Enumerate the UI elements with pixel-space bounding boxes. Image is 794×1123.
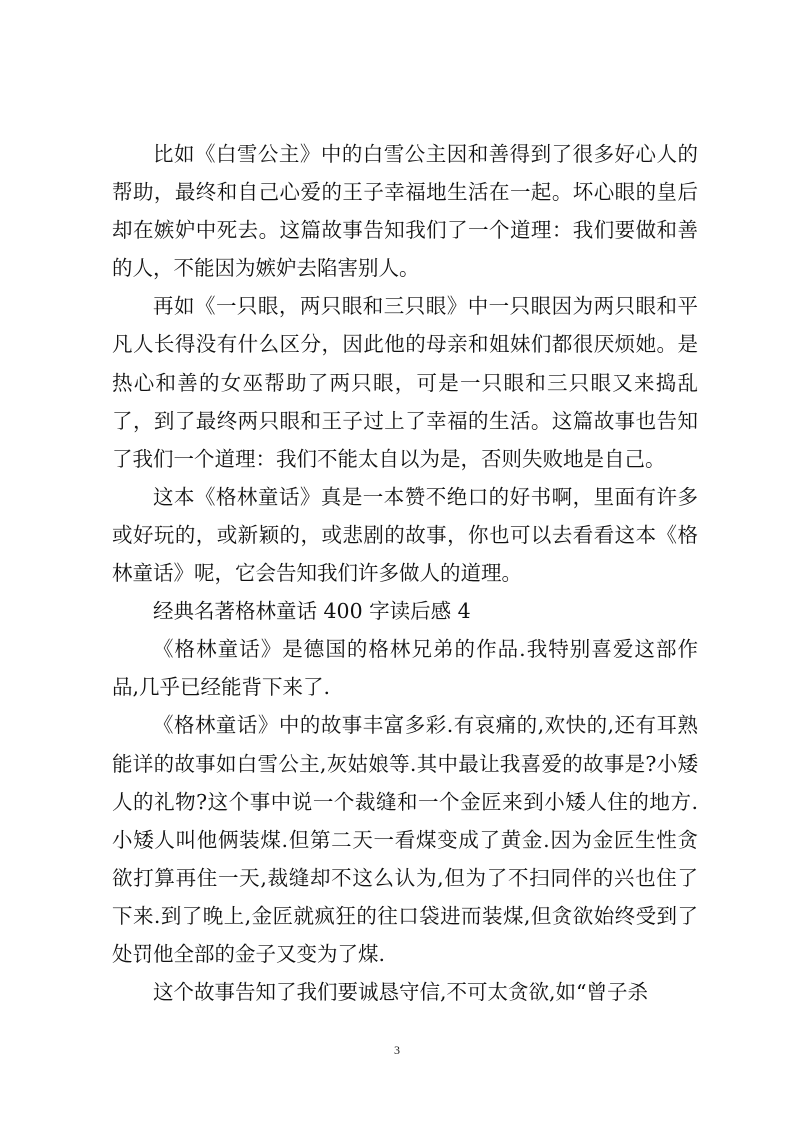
paragraph-dwarf-gift: 《格林童话》中的故事丰富多彩.有哀痛的,欢快的,还有耳熟能详的故事如白雪公主,灰姑娘等.其中最让我喜爱的故事是?小矮人的礼物?这个事中说一个裁缝和一个金匠来到小矮人住的地方.小矮人叫他俩装煤.但第二天一看煤变成了黄金.因为金匠生性贪欲打算再住一天,裁缝却不这么认为,但为了不扫同伴的兴也住了下来.到了晚上,金匠就疯狂的往口袋进而装煤,但贪欲始终受到了处罚他全部的金子又变为了煤. (112, 713, 698, 966)
paragraph-intro: 《格林童话》是德国的格林兄弟的作品.我特别喜爱这部作品,几乎已经能背下来了. (112, 637, 698, 700)
paragraph-lesson: 这个故事告知了我们要诚恳守信,不可太贪欲,如“曾子杀 (153, 980, 649, 1005)
section-heading: 经典名著格林童话 400 字读后感 4 (153, 599, 471, 624)
document-body (112, 135, 698, 1011)
paragraph-one-eye: 再如《一只眼，两只眼和三只眼》中一只眼因为两只眼和平凡人长得没有什么区分，因此他的母亲和姐妹们都很厌烦她。是热心和善的女巫帮助了两只眼，可是一只眼和三只眼又来捣乱了，到了最终两只眼和王子过上了幸福的生活。这篇故事也告知了我们一个道理：我们不能太自以为是，否则失败地是自己。 (112, 294, 698, 471)
paragraph-recommendation: 这本《格林童话》真是一本赞不绝口的好书啊，里面有许多或好玩的，或新颖的，或悲剧的故事，你也可以去看看这本《格林童话》呢，它会告知我们许多做人的道理。 (112, 484, 698, 586)
page-number: 3 (394, 1043, 400, 1057)
paragraph-snow-white: 比如《白雪公主》中的白雪公主因和善得到了很多好心人的帮助，最终和自己心爱的王子幸福地生活在一起。坏心眼的皇后却在嫉妒中死去。这篇故事告知我们了一个道理：我们要做和善的人，不能因为嫉妒去陷害别人。 (112, 142, 698, 281)
